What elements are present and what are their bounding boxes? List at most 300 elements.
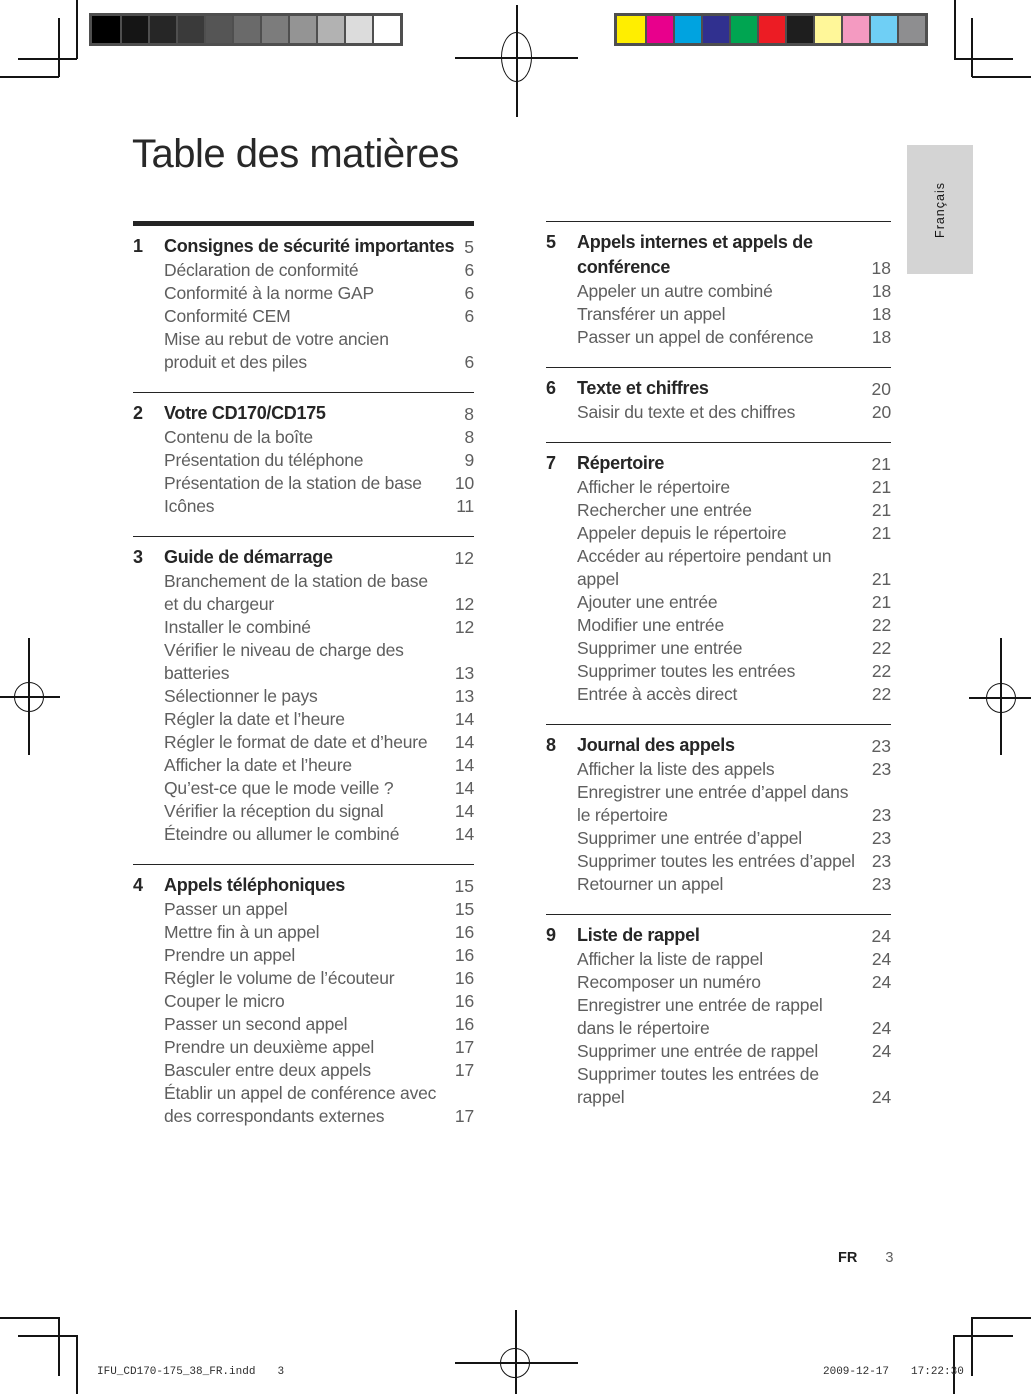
toc-entry-label-line: Installer le combiné	[164, 617, 311, 637]
toc-entry	[577, 522, 891, 545]
toc-entry-page: 12	[454, 594, 474, 614]
toc-entry-label-line: rappel	[577, 1087, 625, 1107]
toc-entry	[577, 850, 891, 873]
toc-entry	[577, 758, 891, 781]
toc-entry-page: 22	[871, 661, 891, 681]
toc-entry-label	[577, 994, 866, 1040]
toc-entry-label-line: Supprimer une entrée de rappel	[577, 1041, 819, 1061]
toc-section-title	[577, 451, 866, 476]
toc-section-1	[133, 221, 474, 392]
toc-entry-label-line: Passer un appel de conférence	[577, 327, 814, 347]
toc-section-title-line: Votre CD170/CD175	[164, 403, 326, 423]
toc-entry-label	[577, 971, 866, 994]
toc-entry-label-line: Supprimer toutes les entrées	[577, 661, 796, 681]
toc-entry-page: 24	[871, 1041, 891, 1061]
toc-entry-label	[577, 280, 866, 303]
toc-section-heading	[546, 451, 891, 476]
color-swatch	[673, 16, 701, 43]
toc-section-5	[546, 221, 891, 367]
toc-entry	[577, 827, 891, 850]
toc-entry	[164, 967, 474, 990]
toc-entry-page: 18	[871, 281, 891, 301]
toc-entry-label-line: Sélectionner le pays	[164, 686, 318, 706]
toc-entry	[164, 495, 474, 518]
toc-entry-page: 22	[871, 638, 891, 658]
toc-section-7	[546, 442, 891, 724]
page-footer	[838, 1250, 893, 1266]
toc-section-title	[577, 923, 866, 948]
toc-entry	[164, 570, 474, 616]
toc-entry	[577, 873, 891, 896]
toc-entry	[577, 994, 891, 1040]
toc-section-title-line: Texte et chiffres	[577, 378, 709, 398]
toc-entry-page: 14	[454, 755, 474, 775]
toc-entry-label-line: Présentation du téléphone	[164, 450, 364, 470]
toc-entry-label-line: Afficher la liste de rappel	[577, 949, 763, 969]
grayscale-swatch	[288, 16, 316, 43]
toc-section-heading	[546, 923, 891, 948]
toc-entry-label-line: appel	[577, 569, 619, 589]
toc-entry-label-line: Vérifier la réception du signal	[164, 801, 384, 821]
toc-entry-label	[164, 1036, 449, 1059]
toc-entry-label-line: Passer un second appel	[164, 1014, 348, 1034]
toc-section-number: 4	[133, 875, 143, 895]
toc-entry-page: 21	[871, 477, 891, 497]
grayscale-calibration-bar	[89, 13, 403, 46]
toc-entry-label	[164, 639, 449, 685]
toc-entry	[164, 708, 474, 731]
toc-section-title	[164, 234, 458, 259]
toc-section-title-line: Consignes de sécurité importantes	[164, 236, 455, 256]
toc-entry-label-line: Afficher la liste des appels	[577, 759, 775, 779]
toc-entry	[577, 1063, 891, 1109]
toc-section-page: 23	[871, 736, 891, 756]
toc-entry-page: 24	[871, 972, 891, 992]
toc-entry-label-line: Qu’est-ce que le mode veille ?	[164, 778, 394, 798]
toc-entry-label-line: Conformité à la norme GAP	[164, 283, 374, 303]
toc-entry-label-line: le répertoire	[577, 805, 668, 825]
imprint-file-page: 3	[277, 1366, 285, 1378]
toc-entry	[164, 1013, 474, 1036]
toc-entry	[577, 476, 891, 499]
toc-section-page: 24	[871, 926, 891, 946]
toc-section-6	[546, 367, 891, 442]
toc-entry-label-line: Présentation de la station de base	[164, 473, 422, 493]
toc-section-4	[133, 864, 474, 1146]
imprint-file-name: IFU_CD170-175_38_FR.indd	[97, 1366, 256, 1378]
color-swatch	[897, 16, 925, 43]
toc-entry-page: 22	[871, 615, 891, 635]
toc-section-2	[133, 392, 474, 536]
toc-entry-label	[577, 303, 866, 326]
toc-section-title	[577, 230, 866, 280]
toc-entry	[164, 639, 474, 685]
toc-entry-label	[164, 967, 449, 990]
toc-entry-page: 22	[871, 684, 891, 704]
toc-entry-label-line: Accéder au répertoire pendant un	[577, 546, 832, 566]
language-tab	[907, 145, 973, 274]
toc-entry-page: 18	[871, 304, 891, 324]
toc-entry-label-line: batteries	[164, 663, 230, 683]
toc-column-right	[546, 221, 891, 1127]
toc-entry-label	[577, 401, 866, 424]
toc-entry-page: 24	[871, 1087, 891, 1107]
toc-entry-label	[577, 683, 866, 706]
toc-section-page: 21	[871, 454, 891, 474]
toc-entry-page: 23	[871, 851, 891, 871]
toc-column-left	[133, 221, 474, 1146]
toc-entry-page: 14	[454, 732, 474, 752]
toc-entry-label-line: Modifier une entrée	[577, 615, 724, 635]
toc-entry-page: 14	[454, 709, 474, 729]
toc-entry-label	[164, 921, 449, 944]
toc-entry	[577, 781, 891, 827]
toc-entry-label-line: Vérifier le niveau de charge des	[164, 640, 404, 660]
toc-entry-label-line: Régler la date et l’heure	[164, 709, 345, 729]
toc-entry-page: 16	[454, 945, 474, 965]
toc-section-title	[164, 873, 449, 898]
toc-section-page: 12	[454, 548, 474, 568]
toc-entry-label	[577, 1063, 866, 1109]
toc-section-title-line: Appels internes et appels de	[577, 232, 813, 252]
toc-section-heading	[133, 873, 474, 898]
toc-entry	[164, 328, 474, 374]
toc-entry-label-line: Régler le volume de l’écouteur	[164, 968, 395, 988]
toc-entry-page: 16	[454, 991, 474, 1011]
toc-entry-label-line: Enregistrer une entrée de rappel	[577, 995, 823, 1015]
toc-entry	[164, 990, 474, 1013]
toc-entry-page: 20	[871, 402, 891, 422]
toc-entry-page: 10	[454, 473, 474, 493]
toc-entry	[164, 777, 474, 800]
toc-entry-page: 21	[871, 500, 891, 520]
toc-section-title	[577, 376, 866, 401]
toc-entry-label-line: Recomposer un numéro	[577, 972, 761, 992]
grayscale-swatch	[176, 16, 204, 43]
toc-entry-label-line: et du chargeur	[164, 594, 275, 614]
toc-section-heading	[133, 545, 474, 570]
toc-entry-page: 14	[454, 824, 474, 844]
toc-entry-label-line: Afficher le répertoire	[577, 477, 730, 497]
color-swatch	[869, 16, 897, 43]
toc-entry-page: 17	[454, 1106, 474, 1126]
color-swatch	[701, 16, 729, 43]
imprint-file-info	[97, 1366, 284, 1378]
toc-section-title-line: conférence	[577, 257, 671, 277]
toc-entry-page: 17	[454, 1060, 474, 1080]
toc-entry	[164, 1082, 474, 1128]
toc-entry	[577, 1040, 891, 1063]
toc-entry-label	[164, 777, 449, 800]
toc-section-number: 7	[546, 453, 556, 473]
toc-section-title-line: Guide de démarrage	[164, 547, 333, 567]
toc-entry	[164, 449, 474, 472]
toc-entry-label-line: Prendre un deuxième appel	[164, 1037, 375, 1057]
color-swatch	[785, 16, 813, 43]
grayscale-swatch	[316, 16, 344, 43]
toc-entry-label-line: Supprimer une entrée d’appel	[577, 828, 802, 848]
toc-section-title-line: Répertoire	[577, 453, 665, 473]
toc-entry-label	[577, 614, 866, 637]
toc-entry-page: 16	[454, 922, 474, 942]
grayscale-swatch	[260, 16, 288, 43]
toc-section-title	[164, 545, 449, 570]
toc-entry-page: 16	[454, 1014, 474, 1034]
page-title: Table des matières	[132, 132, 459, 176]
toc-entry	[577, 637, 891, 660]
toc-entry-label	[164, 328, 458, 374]
toc-entry-label-line: Enregistrer une entrée d’appel dans	[577, 782, 849, 802]
toc-section-page: 8	[464, 404, 474, 424]
toc-entry-label	[164, 1013, 449, 1036]
toc-entry-page: 6	[464, 260, 474, 280]
toc-entry-label	[577, 476, 866, 499]
toc-entry-label-line: Prendre un appel	[164, 945, 296, 965]
toc-entry	[577, 591, 891, 614]
toc-entry-label-line: Entrée à accès direct	[577, 684, 738, 704]
color-swatch	[813, 16, 841, 43]
toc-entry	[164, 898, 474, 921]
toc-entry	[577, 545, 891, 591]
toc-entry-page: 24	[871, 1018, 891, 1038]
toc-entry-label-line: Contenu de la boîte	[164, 427, 313, 447]
toc-entry-label	[577, 873, 866, 896]
footer-page-number: 3	[885, 1250, 894, 1266]
toc-entry-label	[577, 545, 866, 591]
toc-section-8	[546, 724, 891, 914]
toc-entry-page: 9	[464, 450, 474, 470]
toc-section-title-line: Appels téléphoniques	[164, 875, 346, 895]
toc-entry-label	[164, 426, 458, 449]
toc-entry-label-line: Mise au rebut de votre ancien	[164, 329, 389, 349]
toc-entry-label	[164, 449, 458, 472]
toc-section-9	[546, 914, 891, 1127]
toc-entry-label	[577, 850, 866, 873]
toc-section-number: 3	[133, 547, 143, 567]
toc-section-heading	[546, 230, 891, 280]
toc-entry-label	[577, 948, 866, 971]
toc-entry-label-line: Transférer un appel	[577, 304, 726, 324]
toc-entry	[164, 1059, 474, 1082]
toc-entry	[164, 472, 474, 495]
toc-entry-label	[164, 305, 458, 328]
imprint-datetime	[823, 1366, 964, 1378]
toc-entry-label	[164, 472, 449, 495]
toc-entry-label-line: Conformité CEM	[164, 306, 291, 326]
toc-entry-label	[577, 522, 866, 545]
toc-entry-page: 15	[454, 899, 474, 919]
toc-entry	[164, 426, 474, 449]
toc-entry	[164, 754, 474, 777]
toc-section-heading	[133, 401, 474, 426]
toc-entry-label-line: Ajouter une entrée	[577, 592, 718, 612]
toc-entry-label-line: Établir un appel de conférence avec	[164, 1083, 437, 1103]
toc-entry-page: 23	[871, 759, 891, 779]
toc-entry-label-line: des correspondants externes	[164, 1106, 385, 1126]
toc-entry	[577, 401, 891, 424]
language-tab-label: Français	[933, 181, 947, 238]
toc-entry-label-line: Supprimer toutes les entrées de	[577, 1064, 819, 1084]
toc-entry	[164, 944, 474, 967]
toc-entry-label	[577, 1040, 866, 1063]
toc-entry-label	[577, 758, 866, 781]
toc-entry-label-line: Retourner un appel	[577, 874, 724, 894]
toc-entry-label	[164, 616, 449, 639]
toc-section-title-line: Liste de rappel	[577, 925, 700, 945]
toc-entry-label	[164, 708, 449, 731]
toc-entry-label-line: Mettre fin à un appel	[164, 922, 320, 942]
toc-entry-page: 21	[871, 569, 891, 589]
toc-entry-label	[577, 499, 866, 522]
toc-entry-page: 6	[464, 283, 474, 303]
toc-entry	[164, 259, 474, 282]
toc-entry-page: 16	[454, 968, 474, 988]
toc-entry	[577, 326, 891, 349]
color-swatch	[757, 16, 785, 43]
color-calibration-bar	[614, 13, 928, 46]
toc-entry-label-line: Déclaration de conformité	[164, 260, 359, 280]
toc-entry-page: 13	[454, 686, 474, 706]
toc-section-number: 1	[133, 236, 143, 256]
toc-entry-label-line: Afficher la date et l’heure	[164, 755, 352, 775]
toc-section-title	[577, 733, 866, 758]
imprint-time: 17:22:30	[911, 1366, 964, 1378]
toc-section-page: 5	[464, 237, 474, 257]
toc-entry-label	[164, 754, 449, 777]
toc-section-heading	[546, 733, 891, 758]
toc-entry	[164, 616, 474, 639]
toc-entry	[164, 921, 474, 944]
toc-entry-label-line: Appeler depuis le répertoire	[577, 523, 787, 543]
toc-entry-page: 14	[454, 778, 474, 798]
grayscale-swatch	[232, 16, 260, 43]
imprint-date: 2009-12-17	[823, 1366, 890, 1378]
toc-entry-page: 24	[871, 949, 891, 969]
toc-entry-page: 18	[871, 327, 891, 347]
toc-entry	[577, 499, 891, 522]
toc-entry-label	[164, 944, 449, 967]
toc-entry-label	[164, 1082, 449, 1128]
color-swatch	[617, 16, 645, 43]
toc-entry	[164, 1036, 474, 1059]
toc-entry-label-line: Basculer entre deux appels	[164, 1060, 371, 1080]
toc-entry-label	[164, 570, 449, 616]
toc-entry-label	[577, 781, 866, 827]
toc-entry-label-line: Supprimer une entrée	[577, 638, 743, 658]
toc-entry	[577, 614, 891, 637]
toc-section-number: 2	[133, 403, 143, 423]
toc-entry	[164, 800, 474, 823]
toc-section-number: 5	[546, 232, 556, 252]
toc-entry	[577, 280, 891, 303]
toc-entry	[164, 823, 474, 846]
toc-entry-label	[577, 326, 866, 349]
toc-entry-page: 23	[871, 805, 891, 825]
toc-section-page: 15	[454, 876, 474, 896]
grayscale-swatch	[204, 16, 232, 43]
toc-section-title-line: Journal des appels	[577, 735, 735, 755]
toc-entry-label-line: Rechercher une entrée	[577, 500, 752, 520]
toc-entry-label-line: produit et des piles	[164, 352, 307, 372]
toc-entry-label	[164, 1059, 449, 1082]
toc-section-page: 18	[871, 258, 891, 278]
toc-entry-label	[164, 731, 449, 754]
toc-entry-label	[164, 823, 449, 846]
toc-entry-page: 12	[454, 617, 474, 637]
toc-entry	[164, 731, 474, 754]
toc-section-3	[133, 536, 474, 864]
footer-language-label: FR	[838, 1250, 858, 1266]
toc-entry-page: 6	[464, 306, 474, 326]
color-swatch	[729, 16, 757, 43]
toc-entry-page: 13	[454, 663, 474, 683]
toc-section-number: 6	[546, 378, 556, 398]
toc-entry-page: 17	[454, 1037, 474, 1057]
toc-entry-label-line: Supprimer toutes les entrées d’appel	[577, 851, 855, 871]
toc-entry-label	[577, 637, 866, 660]
toc-section-heading	[546, 376, 891, 401]
toc-entry-page: 8	[464, 427, 474, 447]
toc-entry-label-line: Branchement de la station de base	[164, 571, 428, 591]
toc-entry-page: 21	[871, 523, 891, 543]
toc-entry	[577, 971, 891, 994]
grayscale-swatch	[344, 16, 372, 43]
toc-entry	[577, 948, 891, 971]
toc-section-number: 8	[546, 735, 556, 755]
toc-entry-page: 21	[871, 592, 891, 612]
toc-entry	[577, 683, 891, 706]
grayscale-swatch	[148, 16, 176, 43]
toc-entry	[577, 660, 891, 683]
toc-entry	[577, 303, 891, 326]
toc-entry-label	[164, 259, 458, 282]
toc-section-heading	[133, 234, 474, 259]
toc-entry-label	[577, 660, 866, 683]
toc-entry-label-line: Éteindre ou allumer le combiné	[164, 824, 400, 844]
grayscale-swatch	[120, 16, 148, 43]
toc-entry-label-line: Régler le format de date et d’heure	[164, 732, 428, 752]
toc-entry-label	[164, 495, 450, 518]
toc-entry-label	[577, 827, 866, 850]
grayscale-swatch	[92, 16, 120, 43]
toc-entry-label	[164, 800, 449, 823]
color-swatch	[645, 16, 673, 43]
toc-entry-label-line: Couper le micro	[164, 991, 285, 1011]
toc-section-number: 9	[546, 925, 556, 945]
toc-entry-label	[164, 282, 458, 305]
toc-entry	[164, 282, 474, 305]
grayscale-swatch	[372, 16, 400, 43]
toc-entry	[164, 305, 474, 328]
toc-entry-page: 23	[871, 874, 891, 894]
toc-entry-label-line: Passer un appel	[164, 899, 288, 919]
toc-entry-label	[164, 685, 449, 708]
color-swatch	[841, 16, 869, 43]
toc-entry-label-line: dans le répertoire	[577, 1018, 710, 1038]
toc-entry-label-line: Appeler un autre combiné	[577, 281, 773, 301]
toc-entry-label	[164, 990, 449, 1013]
toc-section-title	[164, 401, 458, 426]
toc-entry-page: 23	[871, 828, 891, 848]
toc-entry-label-line: Saisir du texte et des chiffres	[577, 402, 796, 422]
toc-entry	[164, 685, 474, 708]
toc-entry-page: 6	[464, 352, 474, 372]
toc-entry-label	[577, 591, 866, 614]
toc-entry-page: 11	[456, 496, 474, 516]
toc-section-page: 20	[871, 379, 891, 399]
toc-entry-label-line: Icônes	[164, 496, 215, 516]
toc-entry-label	[164, 898, 449, 921]
